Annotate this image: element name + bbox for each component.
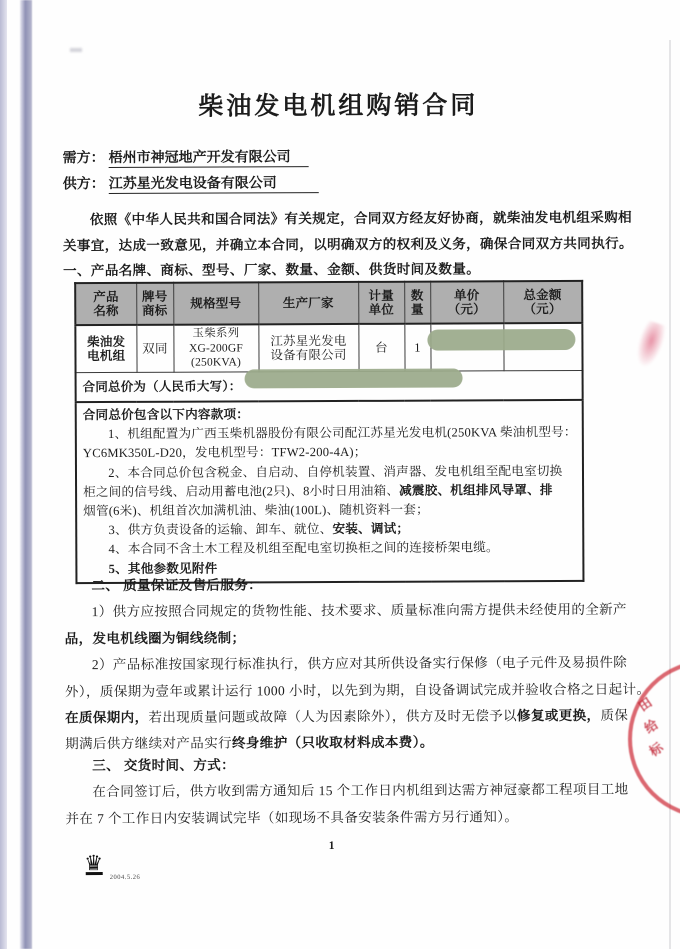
supply-party-label: 供方： [62, 177, 105, 193]
intro-paragraph: 依照《中华人民共和国合同法》有关规定，合同双方经友好协商，就柴油发电机组采购相 关事宜，达成一致意见，并确立本合同，以明确双方的权利及义务，确保合同双方共同执行。 [62, 209, 633, 254]
cell-qty: 1 [404, 324, 430, 372]
crown-mark-icon [79, 852, 109, 875]
demand-party-label: 需方： [62, 151, 105, 167]
table-header-row [75, 281, 582, 325]
mark-date: 2004.5.26 [109, 873, 141, 882]
price-redaction-blob [427, 329, 575, 351]
total-price-label: 合同总价为（人民币大写）： [76, 370, 583, 402]
contract-title: 柴油发电机组购销合同 [198, 92, 479, 121]
stamp-char: 给 [641, 716, 661, 737]
partial-red-stamp-text [632, 694, 680, 764]
supply-party-value: 江苏星光发电设备有限公司 [109, 172, 319, 194]
products-table [74, 280, 584, 584]
demand-party-value: 梧州市神冠地产开发有限公司 [109, 146, 309, 168]
cell-product-name: 柴油发 电机组 [75, 325, 136, 373]
col-unit-price: 单价 （元） [430, 281, 503, 323]
col-brand: 牌号 商标 [136, 283, 173, 325]
warranty-section: 二、 质量保证及售后服务： 1）供方应按照合同规定的货物性能、技术要求、质量标准向需方提供未经使用的全新产 品，发电机线圈为铜线绕制； 2）产品标准按国家现行标准执行，供方应对其所供设备实行保修（电子元件及易损件除 外），质保期为壹年或累计运行 1000 小时，以先到为期，自设备调试完成并验收合格之日起计。 在质保期内，若出现质量问题或故障（人为因素除外），供方及时无偿予以修复或更换，质保 期满后供方继续对产品实行终身维护（只收取材料成本费）。 [64, 577, 651, 752]
delivery-section: 三、 交货时间、方式： 在合同签订后，供方收到需方通知后 15 个工作日内机组到达需方神冠豪都工程项目工地 并在 7 个工作日内安装调试完毕（如现场不具备安装条件需方另行通知）。 [65, 757, 629, 827]
contract-contents-row [76, 400, 584, 583]
supply-party-row [63, 172, 319, 194]
col-model: 规格型号 [173, 282, 258, 324]
col-unit: 计量 单位 [358, 282, 404, 324]
col-product-name: 产品 名称 [75, 283, 136, 325]
total-price-redaction-blob [245, 368, 463, 388]
cell-manufacturer: 江苏星光发电 设备有限公司 [258, 324, 358, 372]
demand-party-row [63, 146, 309, 168]
col-manufacturer: 生产厂家 [258, 282, 358, 324]
col-total-amount: 总金额 （元） [503, 281, 582, 323]
page-number: 1 [328, 840, 335, 853]
cell-brand: 双同 [136, 325, 173, 373]
crown-glyph: ♛ [84, 851, 104, 876]
contract-contents: 合同总价包含以下内容款项： 1、机组配置为广西玉柴机器股份有限公司配江苏星光发电机(250KVA 柴油机型号： YC6MK350L-D20，发电机型号：TFW2-200-4A)； 2、本合同总价包含税金、自启动、自停机装置、消声器、发电机组至配电室切换 柜之间的信号线、启动用蓄电池(2只)、8小时日用油箱、减震胶、机组排风导罩、排 烟管(6米)、机组首次加满机油、柴油(100L)、随机资料一套； 3、供方负责设备的运输、卸车、就位、安装、调试； 4、本合同不含土木工程及机组至配电室切换柜之间的连接桥架电缆。 5、其他参数见附件 [76, 400, 584, 583]
cell-model: 玉柴系列 XG-200GF (250KVA) [173, 324, 258, 372]
section1-heading: 一、产品名牌、商标、型号、厂家、数量、金额、供货时间及数量。 [63, 261, 481, 279]
stamp-char: 标 [646, 739, 666, 760]
stamp-char: 田 [635, 694, 655, 715]
col-qty: 数 量 [404, 282, 430, 324]
cell-unit: 台 [358, 324, 404, 372]
